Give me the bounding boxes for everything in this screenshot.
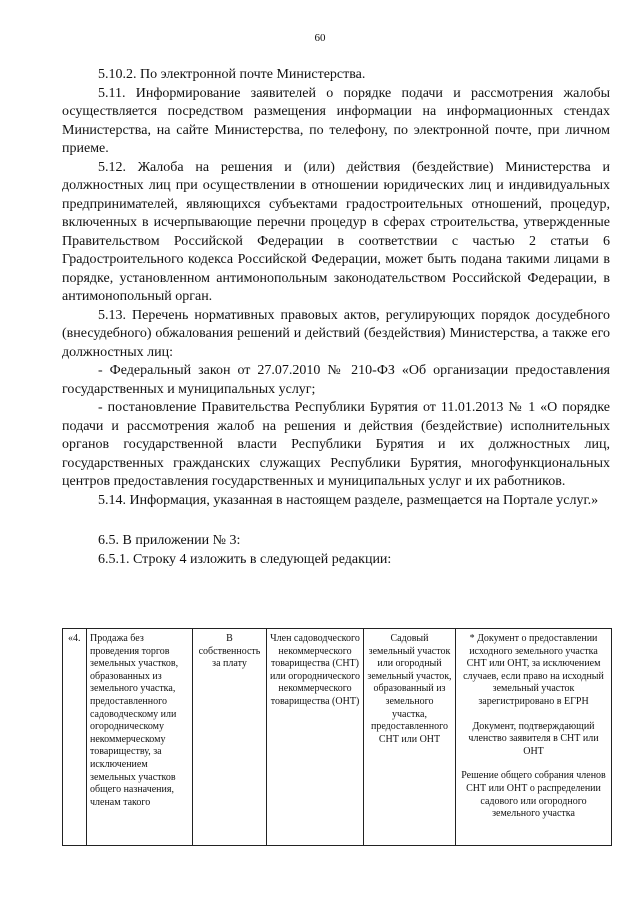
right-type-cell: В собственность за плату: [193, 629, 267, 846]
document-body: [62, 66, 610, 569]
document-item: * Документ о предоставлении исходного земельного участка СНТ или ОНТ, за исключением случаев, если право на исходный земельный участок зарегистрировано в ЕГРН: [463, 633, 604, 707]
documents-cell: [456, 629, 612, 846]
paragraph-5-10-2: 5.10.2. По электронной почте Министерства.: [98, 67, 366, 82]
paragraph-5-13: 5.13. Перечень нормативных правовых актов, регулирующих порядок досудебного (внесудебного) обжалования решений и действий (бездействия) Министерства, а также его должностных лиц:: [62, 307, 610, 360]
applicant-cell: Член садоводческого некоммерческого товарищества (СНТ) или огороднического некоммерческого товарищества (ОНТ): [267, 629, 364, 846]
paragraph-5-11: 5.11. Информирование заявителей о порядке подачи и рассмотрения жалобы осуществляется посредством размещения информации на информационных стендах Министерства, на сайте Министерства, по телефону, по электронной почте, при личном приеме.: [62, 85, 610, 156]
land-plot-cell: Садовый земельный участок или огородный земельный участок, образованный из земельного участка, предоставленного СНТ или ОНТ: [364, 629, 456, 846]
row-number-cell: «4.: [63, 629, 87, 846]
paragraph-5-12: 5.12. Жалоба на решения и (или) действия (бездействие) Министерства и должностных лиц при осуществлении в отношении юридических лиц и индивидуальных предпринимателей, являющихся субъектами градостроительных отношений, процедур, включенных в исчерпывающие перечни процедур в сферах строительства, утвержденные Правительством Российской Федерации в соответствии с частью 2 статьи 6 Градостроительного кодекса Российской Федерации, может быть подана такими лицами в порядке, установленном антимонопольным законодательством Российской Федерации, в антимонопольный орган.: [62, 159, 610, 304]
paragraph-5-14: 5.14. Информация, указанная в настоящем разделе, размещается на Портале услуг.»: [98, 492, 599, 508]
appendix-table: [62, 628, 612, 846]
paragraph-6-5-1: 6.5.1. Строку 4 изложить в следующей редакции:: [98, 551, 392, 567]
page-number: 60: [314, 32, 326, 44]
document-item: Решение общего собрания членов СНТ или ОНТ о распределении садового или огородного земельного участка: [461, 770, 606, 820]
procedure-cell: Продажа без проведения торгов земельных участков, образованных из земельного участка, предоставленного садоводческому или огородническому некоммерческому товариществу, за исключением земельных участков общего назначения, членам такого: [87, 629, 193, 846]
document-item: Документ, подтверждающий членство заявителя в СНТ или ОНТ: [468, 720, 599, 757]
paragraph-6-5: 6.5. В приложении № 3:: [98, 533, 241, 548]
list-item-federal-law: - Федеральный закон от 27.07.2010 № 210-ФЗ «Об организации предоставления государственных и муниципальных услуг;: [62, 363, 610, 397]
spacer: [62, 510, 610, 532]
table-row: [63, 629, 612, 846]
list-item-resolution: - постановление Правительства Республики Бурятия от 11.01.2013 № 1 «О порядке подачи и рассмотрения жалоб на решения и действия (бездействие) исполнительных органов государственной власти Республики Бурятия и их должностных лиц, государственных гражданских служащих Республики Бурятия, многофункциональных центров предоставления государственных и муниципальных услуг и их работников.: [62, 400, 610, 489]
